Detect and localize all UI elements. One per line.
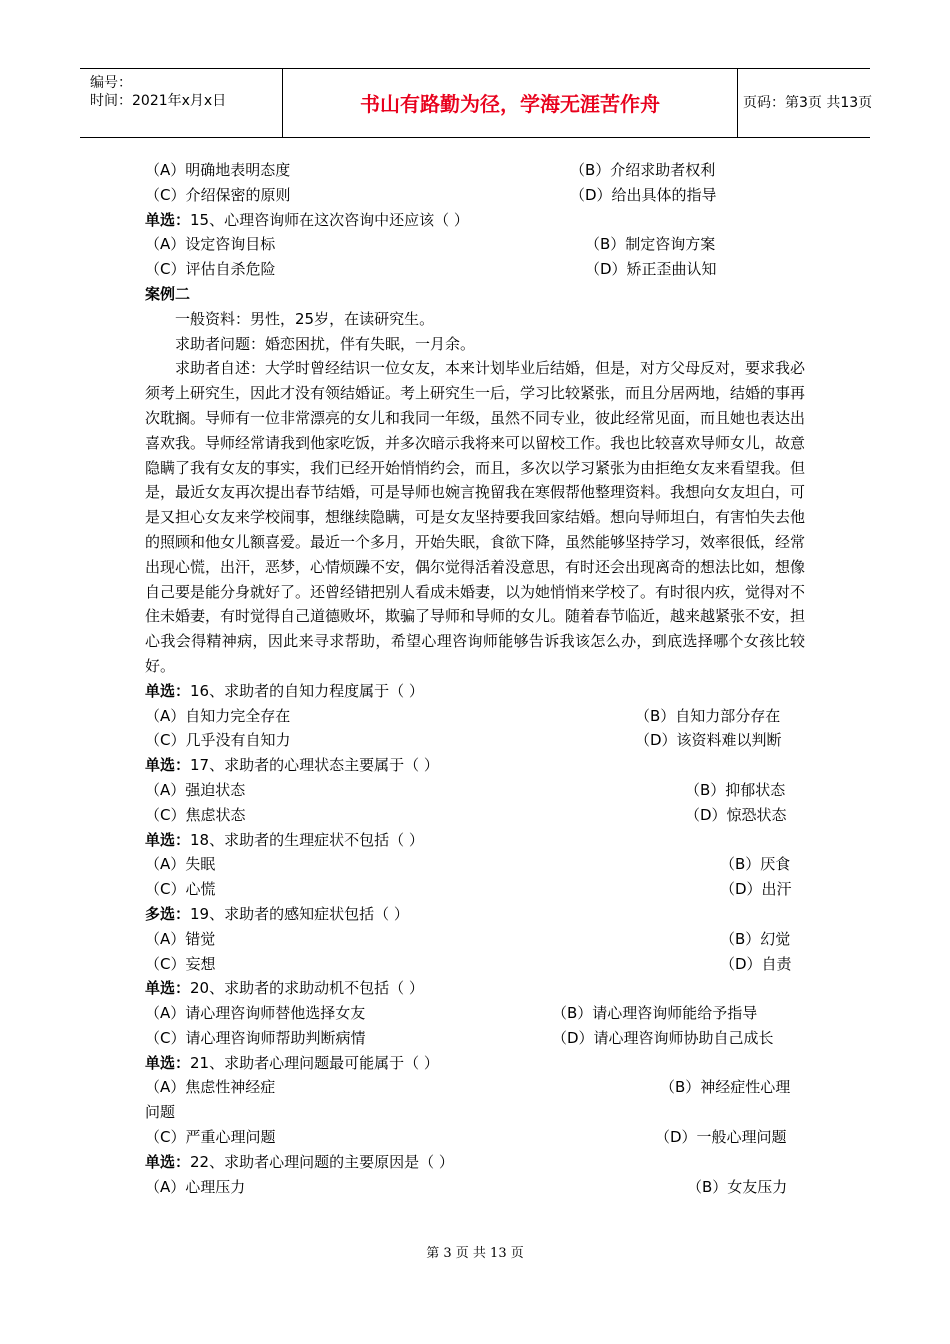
case-problem: 求助者问题：婚恋困扰，伴有失眠，一月余。 <box>175 334 476 353</box>
option-row <box>145 232 805 257</box>
option-row <box>145 778 805 803</box>
option-b-continued: 问题 <box>145 1103 176 1122</box>
question-type: 单选： <box>145 1152 191 1171</box>
question-16 <box>145 679 805 704</box>
option-c: （C）心慌 <box>145 880 216 899</box>
option-c: （C）请心理咨询师帮助判断病情 <box>145 1028 366 1047</box>
option-row <box>145 158 805 183</box>
option-row <box>145 852 805 877</box>
option-b: （B）介绍求助者权利 <box>570 161 716 179</box>
question-text: 22、求助者心理问题的主要原因是（ ） <box>190 1152 454 1171</box>
option-a: （A）失眠 <box>145 855 216 874</box>
option-d: （D）请心理咨询师协助自己成长 <box>552 1028 774 1047</box>
header-left-cell <box>80 69 282 137</box>
option-a: （A）心理压力 <box>145 1177 246 1196</box>
time-label: 时间：2021年x月x日 <box>90 93 227 109</box>
option-d: （D）一般心理问题 <box>655 1128 787 1147</box>
option-d: （D）该资料难以判断 <box>635 731 782 750</box>
option-row <box>145 1100 805 1125</box>
question-19 <box>145 902 805 927</box>
option-c: （C）严重心理问题 <box>145 1128 276 1147</box>
question-type: 多选： <box>145 904 191 923</box>
question-type: 单选： <box>145 1053 191 1072</box>
option-c: （C）妄想 <box>145 954 216 973</box>
question-text: 16、求助者的自知力程度属于（ ） <box>190 681 424 700</box>
header-right-cell <box>737 69 873 137</box>
question-17 <box>145 753 805 778</box>
question-type: 单选： <box>145 830 191 849</box>
option-d: （D）惊恐状态 <box>685 805 787 824</box>
motto: 书山有路勤为径，学海无涯苦作舟 <box>360 92 660 116</box>
option-row <box>145 877 805 902</box>
case-narrative: 求助者自述：大学时曾经结识一位女友，本来计划毕业后结婚，但是，对方父母反对，要求我必须考上研究生，因此才没有领结婚证。考上研究生一后，学习比较紧张，而且分居两地，结婚的事再次耽搁。导师有一位非常漂亮的女儿和我同一年级，虽然不同专业，彼此经常见面，而且她也表达出喜欢我。导师经常请我到他家吃饭，并多次暗示我将来可以留校工作。我也比较喜欢导师女儿，故意隐瞒了我有女友的事实，我们已经开始悄悄约会，而且，多次以学习紧张为由拒绝女友来看望我。但是，最近女友再次提出春节结婚，可是导师也婉言挽留我在寒假帮他整理资料。我想向女友坦白，可是又担心女友来学校闹事，想继续隐瞒，可是女友坚持要我回家结婚。想向导师坦白，有害怕失去他的照顾和他女儿额喜爱。最近一个多月，开始失眠，食欲下降，虽然能够坚持学习，效率很低，经常出现心慌，出汗，恶梦，心情烦躁不安，偶尔觉得活着没意思，有时还会出现离奇的想法比如，想像自己要是能分身就好了。还曾经错把别人看成未婚妻，以为她悄悄来学校了。有时很内疚，觉得对不住未婚妻，有时觉得自己道德败坏，欺骗了导师和导师的女儿。随着春节临近，越来越紧张不安，担心我会得精神病，因此来寻求帮助，希望心理咨询师能够告诉我该怎么办，到底选择哪个女孩比较好。 <box>145 359 806 675</box>
option-a: （A）设定咨询目标 <box>145 235 276 254</box>
option-d: （D）出汗 <box>720 880 792 899</box>
option-b: （B）制定咨询方案 <box>585 235 716 254</box>
option-d: （D）自责 <box>720 954 792 973</box>
question-text: 19、求助者的感知症状包括（ ） <box>190 904 409 923</box>
option-row <box>145 1175 805 1200</box>
option-row <box>145 257 805 282</box>
question-type: 单选： <box>145 210 191 229</box>
option-c: （C）介绍保密的原则 <box>145 185 291 204</box>
question-text: 20、求助者的求助动机不包括（ ） <box>190 979 424 998</box>
question-22 <box>145 1150 805 1175</box>
option-row <box>145 183 805 208</box>
number-label: 编号： <box>90 75 132 91</box>
question-21 <box>145 1051 805 1076</box>
case-title: 案例二 <box>145 284 191 303</box>
option-row <box>145 728 805 753</box>
option-d: （D）矫正歪曲认知 <box>585 260 717 279</box>
option-a: （A）明确地表明态度 <box>145 161 291 179</box>
option-row <box>145 1075 805 1100</box>
case-general-info: 一般资料：男性，25岁，在读研究生。 <box>175 309 435 328</box>
question-18 <box>145 828 805 853</box>
option-b: （B）抑郁状态 <box>685 780 786 799</box>
option-c: （C）评估自杀危险 <box>145 260 276 279</box>
option-a: （A）焦虑性神经症 <box>145 1078 276 1097</box>
option-c: （C）焦虑状态 <box>145 805 246 824</box>
page-info: 页码：第3页 共13页 <box>743 95 873 111</box>
option-d: （D）给出具体的指导 <box>570 185 717 204</box>
document-header <box>80 68 873 138</box>
option-row <box>145 1026 805 1051</box>
option-a: （A）请心理咨询师替他选择女友 <box>145 1004 366 1023</box>
option-a: （A）错觉 <box>145 929 216 948</box>
option-row <box>145 927 805 952</box>
page-footer: 第 3 页 共 13 页 <box>426 1246 524 1261</box>
option-row <box>145 803 805 828</box>
question-15 <box>145 208 805 233</box>
document-body <box>145 158 805 1199</box>
option-a: （A）自知力完全存在 <box>145 706 291 725</box>
option-b: （B）幻觉 <box>720 929 791 948</box>
option-row <box>145 1001 805 1026</box>
header-motto-cell <box>282 69 738 137</box>
option-row <box>145 704 805 729</box>
option-b: （B）请心理咨询师能给予指导 <box>552 1004 758 1023</box>
question-type: 单选： <box>145 681 191 700</box>
option-b: （B）女友压力 <box>687 1177 788 1196</box>
option-b: （B）自知力部分存在 <box>635 706 781 725</box>
question-text: 18、求助者的生理症状不包括（ ） <box>190 830 424 849</box>
option-a: （A）强迫状态 <box>145 780 246 799</box>
question-type: 单选： <box>145 756 191 775</box>
question-text: 17、求助者的心理状态主要属于（ ） <box>190 756 439 775</box>
question-type: 单选： <box>145 979 191 998</box>
option-row <box>145 952 805 977</box>
question-text: 15、心理咨询师在这次咨询中还应该（ ） <box>190 210 469 229</box>
option-c: （C）几乎没有自知力 <box>145 731 291 750</box>
question-20 <box>145 976 805 1001</box>
question-text: 21、求助者心理问题最可能属于（ ） <box>190 1053 439 1072</box>
option-row <box>145 1125 805 1150</box>
option-b: （B）厌食 <box>720 855 791 874</box>
option-b: （B）神经症性心理 <box>660 1078 791 1097</box>
